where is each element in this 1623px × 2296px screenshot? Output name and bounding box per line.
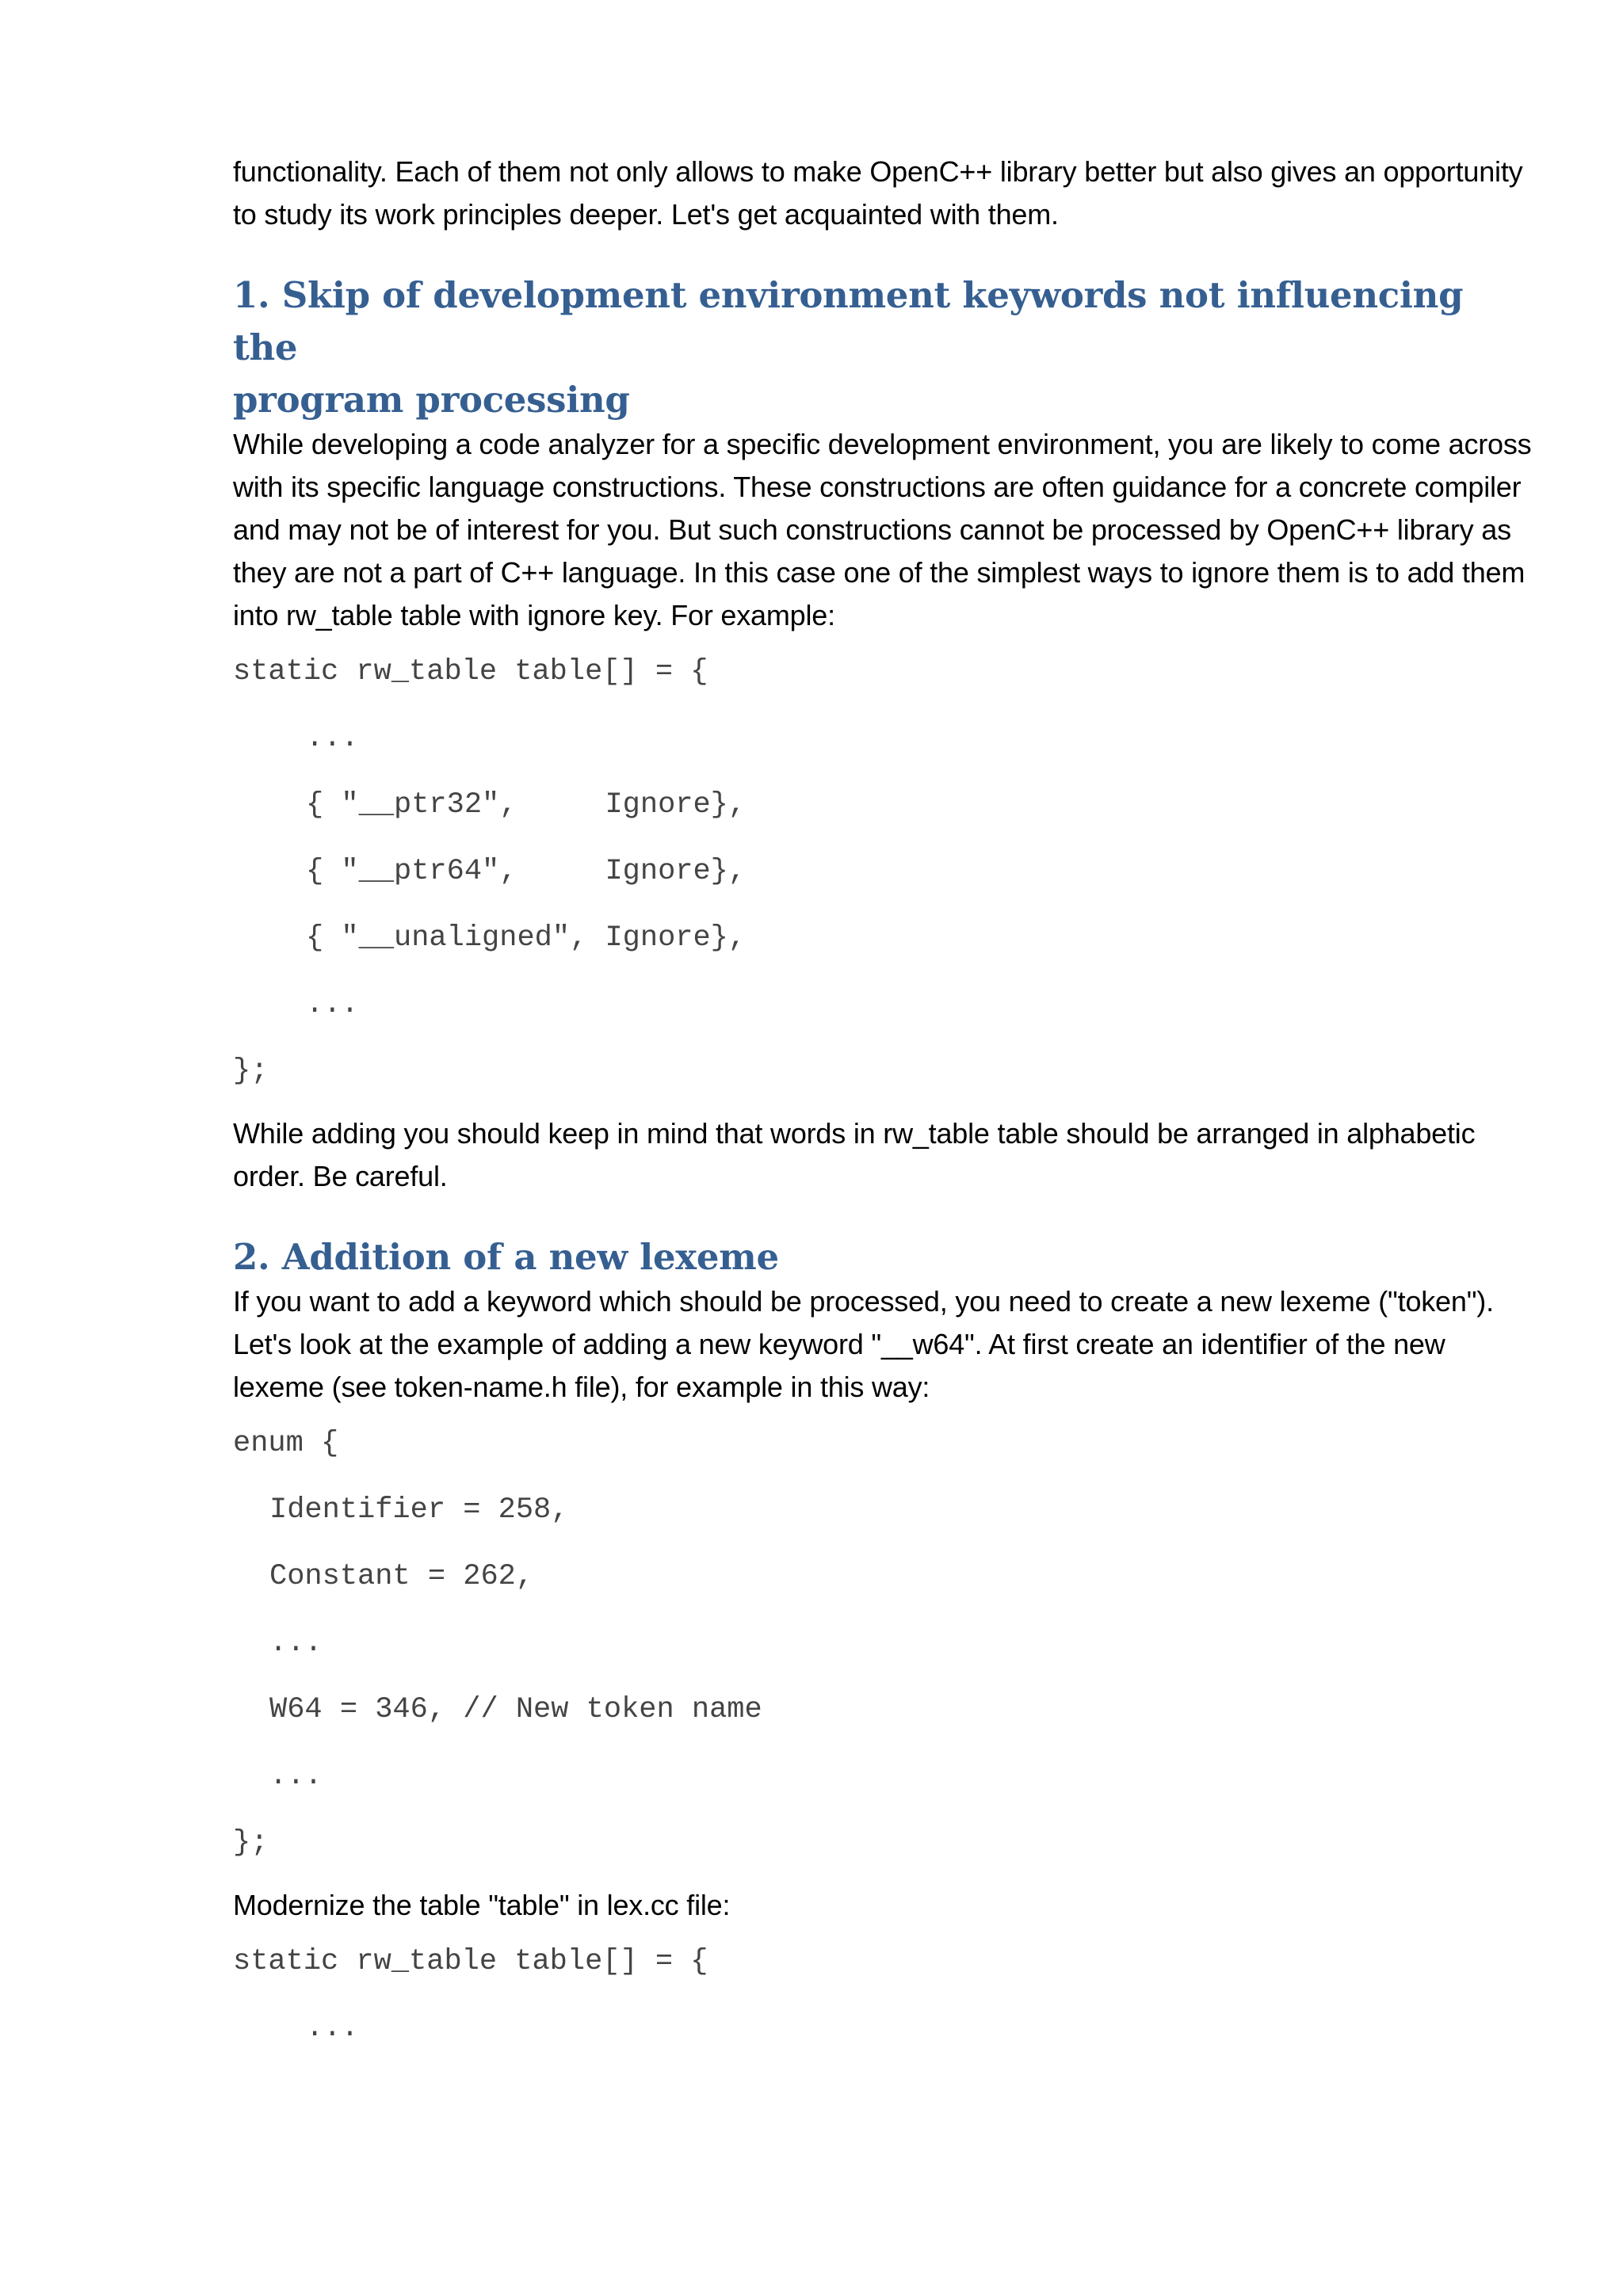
section-1-note-paragraph [233, 1112, 1533, 1198]
section-1-heading-line-2: program processing [233, 379, 630, 421]
section-1-para-line: with its specific language constructions. These constructions are often guidance for a concrete compiler [233, 471, 1522, 503]
code-line: enum { [233, 1427, 339, 1460]
section-1-note-line: order. Be careful. [233, 1160, 448, 1192]
section-1-para-line: While developing a code analyzer for a specific development environment, you are likely to come across [233, 428, 1532, 460]
code-line: { "__unaligned", Ignore}, [306, 921, 747, 955]
code-line: ... [306, 988, 359, 1021]
code-block-rw-table [233, 654, 1533, 1089]
section-1-heading [233, 269, 1533, 426]
code-block-enum [233, 1426, 1533, 1860]
section-2-para-line: Let's look at the example of adding a new keyword "__w64". At first create an identifier of the new [233, 1328, 1445, 1360]
section-2-para-line: If you want to add a keyword which should be processed, you need to create a new lexeme ("token"). [233, 1285, 1494, 1318]
code-line: static rw_table table[] = { [233, 655, 708, 688]
section-1-para-line: into rw_table table with ignore key. For example: [233, 599, 835, 631]
code-line: }; [233, 1055, 269, 1088]
code-block-rw-table-2 [233, 1944, 1533, 2046]
code-line: Constant = 262, [269, 1560, 534, 1593]
code-line: ... [269, 1627, 323, 1660]
intro-paragraph [233, 151, 1533, 236]
document-page [233, 151, 1533, 2046]
code-line: { "__ptr32", Ignore}, [306, 788, 747, 822]
intro-line-1: functionality. Each of them not only allows to make OpenC++ library better but also gives an opportunity [233, 155, 1523, 188]
section-2-heading: 2. Addition of a new lexeme [233, 1236, 779, 1278]
code-line: ... [269, 1760, 323, 1793]
code-line: static rw_table table[] = { [233, 1945, 708, 1978]
intro-line-2: to study its work principles deeper. Let's get acquainted with them. [233, 198, 1059, 231]
code-line: { "__ptr64", Ignore}, [306, 855, 747, 888]
code-line: W64 = 346, // New token name [269, 1693, 762, 1726]
code-line: Identifier = 258, [269, 1493, 569, 1527]
section-1-para-line: and may not be of interest for you. But such constructions cannot be processed by OpenC++ library as [233, 513, 1511, 546]
code-line: ... [306, 2012, 359, 2045]
section-2-para-line: lexeme (see token-name.h file), for example in this way: [233, 1371, 930, 1403]
section-1-para-line: they are not a part of C++ language. In this case one of the simplest ways to ignore them is to add them [233, 556, 1526, 589]
code-line: }; [233, 1826, 269, 1859]
section-1-paragraph [233, 423, 1533, 637]
code-line: ... [306, 722, 359, 755]
section-1-heading-line-1: 1. Skip of development environment keywords not influencing the [233, 274, 1464, 368]
section-2-paragraph [233, 1280, 1533, 1409]
modernize-paragraph: Modernize the table "table" in lex.cc file: [233, 1889, 731, 1921]
section-1-note-line: While adding you should keep in mind that words in rw_table table should be arranged in alphabetic [233, 1117, 1476, 1150]
